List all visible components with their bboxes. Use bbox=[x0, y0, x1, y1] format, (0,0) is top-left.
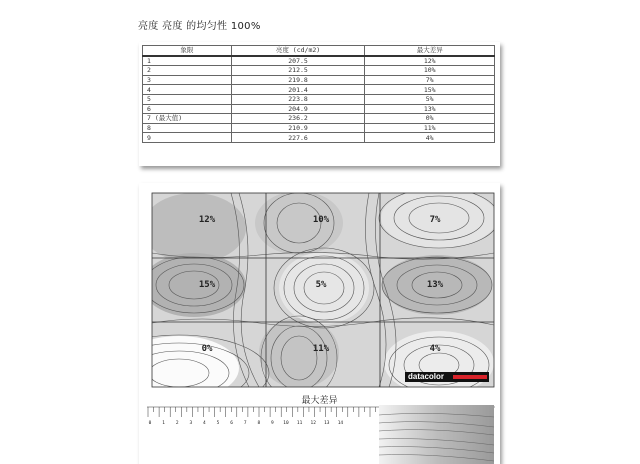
cell-quadrant: 1 bbox=[143, 56, 232, 66]
legend-tick-label: 12 bbox=[310, 421, 316, 426]
legend-tick-label: 1 bbox=[162, 421, 165, 426]
cell-max-diff: 0% bbox=[365, 114, 495, 124]
uniformity-contour-map bbox=[139, 183, 500, 464]
page-title: 亮度 亮度 的均匀性 100% bbox=[138, 21, 261, 32]
cell-max-diff: 12% bbox=[365, 56, 495, 66]
cell-quadrant: 2 bbox=[143, 66, 232, 76]
quadrant-2-label: 10% bbox=[312, 215, 330, 225]
quadrant-7-label: 0% bbox=[201, 344, 213, 354]
datacolor-logo: datacolor bbox=[405, 372, 489, 382]
quadrant-5-label: 5% bbox=[315, 280, 327, 290]
legend-tick-label: 11 bbox=[296, 421, 303, 426]
cell-luminance: 223.8 bbox=[231, 94, 365, 104]
quadrant-3-label: 7% bbox=[429, 215, 441, 225]
uniformity-table-card bbox=[139, 42, 500, 166]
legend-title: 最大差异 bbox=[301, 396, 338, 406]
cell-quadrant: 3 bbox=[143, 75, 232, 85]
cell-max-diff: 15% bbox=[365, 85, 495, 95]
uniformity-map-card bbox=[139, 183, 500, 464]
table-row bbox=[143, 75, 495, 85]
quadrant-6-label: 13% bbox=[426, 280, 444, 290]
quadrant-8-label: 11% bbox=[312, 344, 330, 354]
legend-tick-label: 7 bbox=[243, 421, 247, 426]
cell-luminance: 201.4 bbox=[231, 85, 365, 95]
legend-tick-label: 3 bbox=[189, 421, 193, 426]
table-row bbox=[143, 123, 495, 133]
legend-tick-label: 6 bbox=[230, 421, 233, 426]
cell-quadrant: 4 bbox=[143, 85, 232, 95]
cell-max-diff: 5% bbox=[365, 94, 495, 104]
column-header-quadrant: 象限 bbox=[143, 46, 232, 56]
cell-max-diff: 10% bbox=[365, 66, 495, 76]
table-row bbox=[143, 56, 495, 66]
cell-max-diff: 11% bbox=[365, 123, 495, 133]
column-header-max-diff: 最大差异 bbox=[365, 46, 495, 56]
legend-tick-label: 0 bbox=[148, 421, 152, 426]
table-row bbox=[143, 66, 495, 76]
cell-luminance: 236.2 bbox=[231, 114, 365, 124]
cell-luminance: 219.8 bbox=[231, 75, 365, 85]
table-header-row bbox=[143, 46, 495, 56]
uniformity-table bbox=[142, 45, 495, 143]
quadrant-1-label: 12% bbox=[198, 215, 216, 225]
cell-quadrant: 7 (最大值) bbox=[143, 114, 232, 124]
cell-quadrant: 6 bbox=[143, 104, 232, 114]
cell-luminance: 227.6 bbox=[231, 133, 365, 143]
cell-luminance: 207.5 bbox=[231, 56, 365, 66]
legend-tick-label: 9 bbox=[271, 421, 274, 426]
cell-quadrant: 8 bbox=[143, 123, 232, 133]
cell-luminance: 204.9 bbox=[231, 104, 365, 114]
quadrant-9-label: 4% bbox=[429, 344, 441, 354]
cell-quadrant: 5 bbox=[143, 94, 232, 104]
legend-tick-label: 13 bbox=[324, 421, 330, 426]
column-header-luminance: 亮度 (cd/m2) bbox=[231, 46, 365, 56]
table-row bbox=[143, 104, 495, 114]
cell-max-diff: 7% bbox=[365, 75, 495, 85]
legend-tick-label: 8 bbox=[257, 421, 261, 426]
quadrant-4-label: 15% bbox=[198, 280, 216, 290]
table-row bbox=[143, 114, 495, 124]
legend-tick-label: 4 bbox=[203, 421, 206, 426]
legend-tick-label: 14 bbox=[337, 421, 344, 426]
logo-red-bar bbox=[453, 375, 487, 379]
cell-luminance: 210.9 bbox=[231, 123, 365, 133]
table-row bbox=[143, 133, 495, 143]
legend-tick-label: 10 bbox=[283, 421, 289, 426]
table-row bbox=[143, 85, 495, 95]
table-row bbox=[143, 94, 495, 104]
legend-tick-label: 2 bbox=[175, 421, 179, 426]
cell-luminance: 212.5 bbox=[231, 66, 365, 76]
legend-tick-label: 5 bbox=[216, 421, 220, 426]
cell-max-diff: 13% bbox=[365, 104, 495, 114]
cell-quadrant: 9 bbox=[143, 133, 232, 143]
cell-max-diff: 4% bbox=[365, 133, 495, 143]
